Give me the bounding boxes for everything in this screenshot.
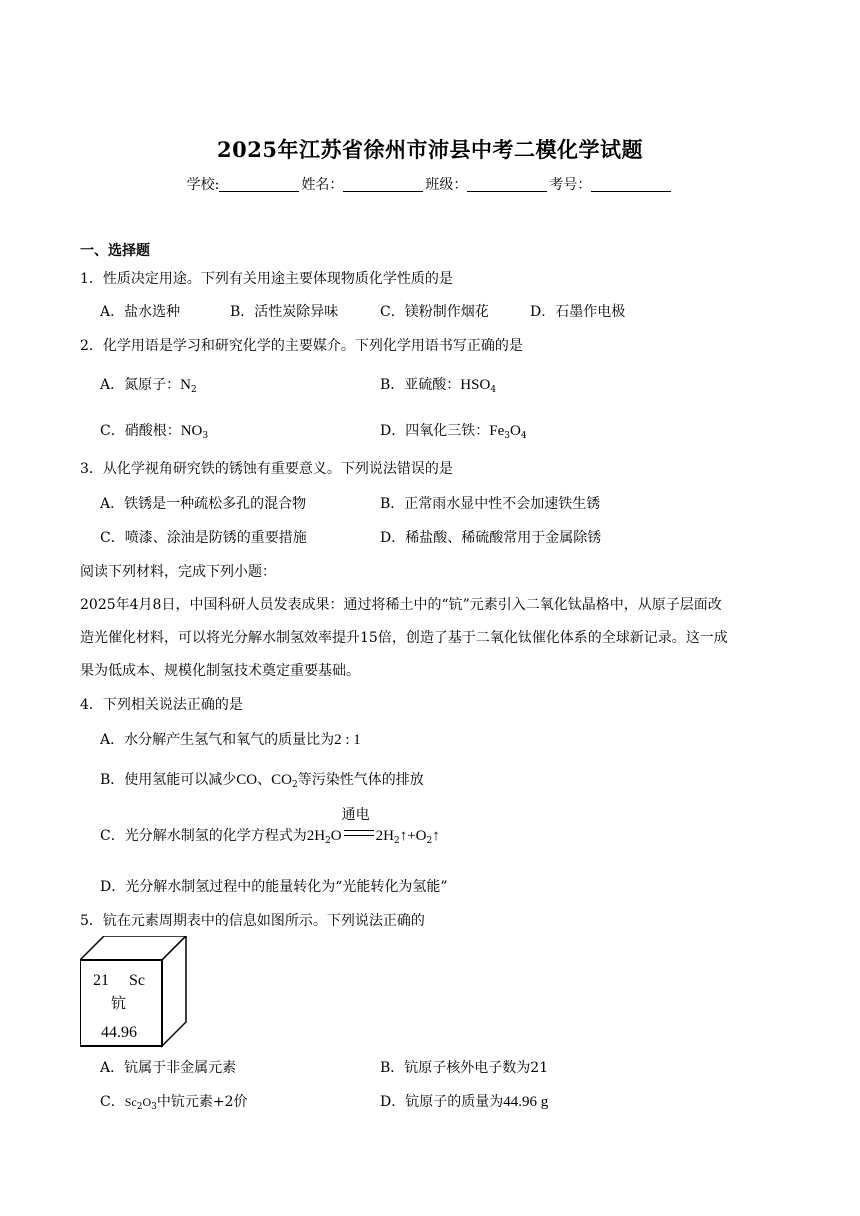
q2-b-sub: 4 [490,385,497,395]
q3-option-a[interactable]: A．铁锈是一种疏松多孔的混合物 [100,496,307,512]
q1-option-c[interactable]: C．镁粉制作烟花 [380,304,489,320]
q3-option-b[interactable]: B．正常雨水显中性不会加速铁生锈 [380,496,601,512]
q4-c-reaction-equals [341,807,374,836]
q5-d-value: 44.96 g [503,1094,549,1110]
q4-a-ratio: 2 : 1 [334,732,361,748]
q5-c-pre: C． [100,1094,125,1110]
q2-d-sub2: 4 [520,431,527,441]
q4-c-pre: C．光分解水制氢的化学方程式为 [100,828,307,844]
q4-c-rhs1: 2H [375,828,394,844]
exam-no-label: 考号： [549,177,592,193]
q4-c-lhs: 2H [306,828,326,844]
q1-stem: 1．性质决定用途。下列有关用途主要体现物质化学性质的是 [80,271,453,287]
q4-b-co2: CO [271,772,292,788]
q5-c-sc: Sc [124,1095,137,1109]
q4-c-rhs2-sub: 2 [426,836,433,846]
q5-d-pre: D．钪原子的质量为 [380,1094,504,1110]
q1-option-a[interactable]: A．盐水选种 [100,304,181,320]
q4-c-gas-arrow-2: ↑ [432,828,440,844]
q3-option-c[interactable]: C．喷漆、涂油是防锈的重要措施 [100,530,307,546]
reading-line-3: 果为低成本、规模化制氢技术奠定重要基础。 [80,663,360,679]
q4-c-lhs-sub: 2 [325,836,331,846]
q4-option-d[interactable]: D．光分解水制氢过程中的能量转化为“光能转化为氢能” [100,879,448,895]
reading-line-2: 造光催化材料，可以将光分解水制氢效率提升15倍，创造了基于二氧化钛催化体系的全球新记录。这一成 [80,630,728,646]
q3-option-d[interactable]: D．稀盐酸、稀硫酸常用于金属除锈 [380,530,602,546]
q5-c-o: O [142,1095,152,1109]
exam-no-blank[interactable] [591,177,671,192]
q2-a-label: A．氮原子： [100,377,181,393]
q4-c-lhs-o: O [330,828,342,844]
q2-b-label: B．亚硫酸： [380,377,461,393]
q5-c-post: 中钪元素+2价 [156,1094,248,1110]
section-heading: 一、选择题 [80,243,150,259]
q4-b-pre: B．使用氢能可以减少 [100,772,237,788]
student-info-line [0,174,860,194]
q5-option-d[interactable] [380,1092,548,1112]
q2-d-o: O [509,423,521,439]
q2-option-c[interactable] [100,421,208,441]
q5-stem: 5．钪在元素周期表中的信息如图所示。下列说法正确的 [80,913,425,929]
atomic-mass: 44.96 [101,1024,137,1041]
element-name: 钪 [111,994,127,1012]
q2-a-sub: 2 [190,385,197,395]
q4-stem: 4．下列相关说法正确的是 [80,697,243,713]
q5-option-c[interactable] [100,1092,248,1112]
q2-a-formula: N [180,377,191,393]
q2-option-d[interactable] [380,421,527,441]
q4-c-plus-o: +O [407,828,427,844]
q4-option-b[interactable] [100,770,424,790]
q2-option-a[interactable] [100,375,197,395]
q4-b-co2-sub: 2 [291,780,298,790]
page-title: 2025年江苏省徐州市沛县中考二模化学试题 [217,137,643,162]
q4-option-a[interactable] [100,730,361,750]
q2-stem: 2．化学用语是学习和研究化学的主要媒介。下列化学用语书写正确的是 [80,338,523,354]
scandium-element-cell [80,936,190,1050]
reading-intro: 阅读下列材料，完成下列小题： [80,564,276,580]
class-blank[interactable] [467,177,547,192]
name-label: 姓名： [301,177,344,193]
q2-c-label: C．硝酸根： [100,423,181,439]
element-symbol: Sc [129,972,145,989]
q3-stem: 3．从化学视角研究铁的锈蚀有重要意义。下列说法错误的是 [80,461,453,477]
school-blank[interactable] [219,177,299,192]
q1-option-d[interactable]: D．石墨作电极 [530,304,626,320]
q2-c-sub: 3 [202,431,209,441]
q4-b-sep: 、 [257,772,272,788]
q5-option-a[interactable]: A．钪属于非金属元素 [100,1060,237,1076]
q4-c-rhs1-sub: 2 [393,836,400,846]
q2-d-sub1: 3 [504,431,510,441]
q4-c-condition: 通电 [341,807,370,823]
q5-option-b[interactable]: B．钪原子核外电子数为21 [380,1060,549,1076]
atomic-number: 21 [93,972,109,989]
q2-b-formula: HSO [460,377,491,393]
q4-b-post: 等污染性气体的排放 [297,772,424,788]
q4-b-co: CO [236,772,258,788]
q4-option-c[interactable] [100,807,440,846]
q2-d-label: D．四氧化三铁： [380,423,490,439]
q4-a-text: A．水分解产生氢气和氧气的质量比为 [100,732,335,748]
q4-c-gas-arrow-1: ↑ [399,828,408,844]
q1-option-b[interactable]: B．活性炭除异味 [230,304,339,320]
q2-c-formula: NO [180,423,203,439]
q2-d-fe: Fe [489,423,505,439]
reading-line-1: 2025年4月8日，中国科研人员发表成果：通过将稀土中的“钪”元素引入二氧化钛晶格中，从原子层面改 [80,597,722,613]
school-label: 学校: [186,177,220,193]
class-label: 班级： [425,177,468,193]
name-blank[interactable] [343,177,423,192]
q2-option-b[interactable] [380,375,496,395]
q5-c-sub1: 2 [136,1102,143,1112]
q5-c-sub2: 3 [151,1102,157,1112]
